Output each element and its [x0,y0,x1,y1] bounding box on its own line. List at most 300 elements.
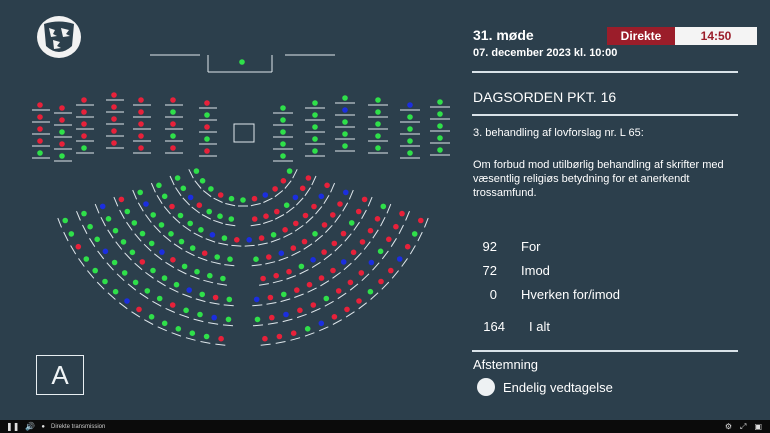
desk-line [325,301,334,306]
seat [281,292,287,298]
seat [59,117,65,123]
desk-line [279,257,288,260]
desk-line [95,204,99,213]
seat [102,279,108,285]
desk-line [64,232,68,241]
desk-line [286,207,294,213]
seat [341,259,347,265]
desk-line [245,245,255,246]
desk-line [144,320,153,325]
seat [351,250,357,256]
result-label: For [521,239,541,254]
desk-line [312,262,320,267]
desk-line [192,207,200,213]
result-label: Hverken for/imod [521,287,620,302]
desk-line [58,218,62,227]
desk-line [176,188,182,196]
result-value: 0 [489,287,497,302]
desk-line [208,323,218,325]
seat [262,336,268,342]
seat [369,260,375,266]
bill-description: Om forbud mod utilbørlig behandling af skrifter med væsentlig religiøs betydning for et anerkendt trossamfund. [473,159,724,199]
seat [229,196,235,202]
seat [137,190,143,196]
seat [375,145,381,151]
seat [100,204,106,210]
desk-line [211,262,221,264]
desk-line [402,258,408,266]
seat [170,302,176,308]
seat [437,147,443,153]
desk-line [251,224,261,226]
desk-line [283,233,292,238]
result-label: Imod [521,263,550,278]
seat [204,124,210,130]
seat [375,121,381,127]
desk-line [331,183,335,192]
seat [198,227,204,233]
seat [111,92,117,98]
desk-line [346,312,354,317]
seat [307,282,313,288]
voting-type-label: Endelig vedtagelse [503,379,613,395]
desk-line [201,342,211,344]
desk-line [77,211,81,220]
desk-line [354,222,360,230]
seat [271,232,277,238]
desk-line [231,245,241,246]
desk-line [391,238,396,246]
section-letter: A [36,355,84,395]
seat [280,141,286,147]
seat [362,197,368,203]
seat [405,244,411,250]
seat [94,237,100,243]
seat [199,292,205,298]
desk-line [399,225,404,234]
seat [226,317,232,323]
desk-line [145,215,151,223]
seat [37,150,43,156]
seat [37,102,43,108]
seat [277,334,283,340]
seat [303,213,309,219]
meeting-number: 31. møde [473,27,534,43]
seat [330,212,336,218]
desk-line [157,195,162,204]
desk-line [224,305,234,306]
seat [111,140,117,146]
desk-line [265,262,275,264]
seat [59,129,65,135]
desk-line [292,251,301,256]
seat [156,183,162,189]
desk-line [333,320,342,325]
player-controls [0,420,770,433]
seat [208,186,214,192]
pip-icon[interactable]: ▣ [754,422,762,431]
divider [472,350,738,352]
desk-line [108,230,114,238]
seat [143,201,149,207]
desk-line [410,246,415,255]
desk-line [294,294,303,298]
seat [113,289,119,295]
desk-line [263,220,273,223]
seat [280,153,286,159]
seat [319,275,325,281]
seat [136,307,142,313]
desk-line [217,284,227,286]
seat [255,317,261,323]
seat [183,308,189,314]
seat [59,141,65,147]
seat [319,194,325,200]
seat [321,249,327,255]
seat [437,111,443,117]
seat [407,126,413,132]
seat [113,228,119,234]
seat [336,288,342,294]
seat [291,330,297,336]
desk-line [293,169,298,178]
seat [81,145,87,151]
desk-line [210,303,220,305]
seat [218,336,224,342]
desk-line [425,218,429,227]
desk-line [252,305,262,306]
seat [81,211,87,217]
seat [312,136,318,142]
seat [150,212,156,218]
seat [322,222,328,228]
seat [273,273,279,279]
seat [181,186,187,192]
seat [138,121,144,127]
desk-line [71,246,76,255]
pause-icon[interactable]: ❚❚ [6,422,20,431]
desk-line [338,293,346,299]
divider [472,114,738,116]
desk-line [276,342,286,344]
seat [375,133,381,139]
seat [378,279,384,285]
seat [246,237,252,243]
seat [269,315,275,321]
seat [150,268,156,274]
volume-icon[interactable]: 🔊 [25,422,36,431]
seat [291,245,297,251]
seat [293,221,299,227]
seat [149,314,155,320]
seat [312,124,318,130]
desk-line [186,251,195,256]
seat [190,245,196,251]
seat [176,326,182,332]
seat [253,256,259,262]
seat [84,256,90,262]
seat [169,204,175,210]
desk-line [368,197,372,206]
seat [210,232,216,238]
seat [386,237,392,243]
desk-line [225,204,235,206]
desk-line [203,280,213,283]
seat [359,270,365,276]
seat [138,109,144,115]
seat [111,116,117,122]
seat [397,256,403,262]
seat [111,104,117,110]
seat [194,168,200,174]
seat [280,105,286,111]
seat [360,239,366,245]
desk-line [271,239,280,242]
fullscreen-icon[interactable]: ⤢ [740,421,747,431]
desk-line [223,325,233,326]
seat [194,269,200,275]
seat [437,135,443,141]
seat [407,102,413,108]
seat [204,148,210,154]
desk-line [79,258,85,266]
desk-line [406,211,410,220]
seat [356,209,362,215]
seat [378,249,384,255]
seat [283,312,289,318]
desk-line [251,204,261,206]
desk-line [224,265,234,266]
seat [159,249,165,255]
settings-icon[interactable]: ⚙ [724,422,733,431]
seat [37,126,43,132]
desk-line [194,233,203,238]
seat [124,298,130,304]
seat [252,216,258,222]
desk-line [140,293,148,299]
seat [213,295,219,301]
divider [472,71,738,73]
seat [259,235,265,241]
seat [412,231,418,237]
seat [312,231,318,237]
desk-line [268,323,278,325]
seat [162,194,168,200]
seat [279,250,285,256]
desk-line [132,312,140,317]
desk-line [190,276,199,280]
seat [344,307,350,313]
desk-line [114,197,118,206]
seat [138,133,144,139]
seat [140,259,146,265]
seat [204,334,210,340]
seat [388,268,394,274]
desk-line [324,195,329,204]
seat [312,112,318,118]
desk-line [305,333,314,336]
bill-reading: 3. behandling af lovforslag nr. L 65: [473,127,644,139]
seat [268,295,274,301]
seat [368,289,374,295]
desk-line [304,244,312,250]
seat [122,270,128,276]
seat [133,280,139,286]
desk-line [218,243,228,245]
desk-line [186,338,196,341]
desk-line [291,338,301,341]
desk-line [312,176,316,185]
seat [299,264,305,270]
desk-line [253,325,263,326]
seat [207,273,213,279]
desk-line [138,203,143,212]
voting-title: Afstemning [473,357,539,372]
seat [284,202,290,208]
seat [188,195,194,201]
seat [204,112,210,118]
seat [37,138,43,144]
desk-line [120,210,125,219]
seat [87,224,93,230]
seat [311,204,317,210]
seat [274,209,280,215]
seat [266,254,272,260]
seat [37,114,43,120]
seat [375,216,381,222]
desk-line [387,204,391,213]
desk-line [319,327,328,331]
seat [59,105,65,111]
seat [179,239,185,245]
desk-line [320,281,329,286]
seat [399,211,405,217]
seat [437,123,443,129]
desk-line [267,303,277,305]
seat [341,231,347,237]
seat [182,264,188,270]
seat [197,202,203,208]
seat [81,109,87,115]
desk-line [225,224,235,226]
speaker-podium [234,124,254,142]
desk-line [418,232,422,241]
desk-line [259,284,269,286]
seat [252,196,258,202]
seat [170,257,176,263]
seat [119,197,125,203]
desk-line [258,243,268,245]
seat [272,186,278,192]
seat [81,121,87,127]
desk-line [178,270,187,274]
seat [132,220,138,226]
seat [356,298,362,304]
desk-line [166,262,174,267]
seat [200,178,206,184]
seat [263,213,269,219]
desk-line [297,314,307,317]
desk-line [333,272,341,278]
seat [297,308,303,314]
seat [81,97,87,103]
clock: 14:50 [675,27,757,45]
seat [197,312,203,318]
seat [260,276,266,282]
seat [368,228,374,234]
seat [206,209,212,215]
desk-line [133,190,137,199]
seat [187,221,193,227]
meeting-date: 07. december 2023 kl. 10:00 [473,47,618,59]
seat [69,231,75,237]
desk-line [373,230,379,238]
desk-line [349,190,353,199]
seat [157,296,163,302]
seat [175,175,181,181]
seat [342,95,348,101]
seat [227,256,233,262]
desk-line [311,308,320,312]
seat [220,276,226,282]
desk-line [202,215,211,220]
seat [375,97,381,103]
seat [324,183,330,189]
seat [311,302,317,308]
desk-line [166,308,175,312]
seat [330,268,336,274]
result-label: I alt [529,319,550,334]
seat [229,216,235,222]
seat [149,241,155,247]
desk-line [152,301,161,306]
seat [214,254,220,260]
seat [145,288,151,294]
seat [240,197,246,203]
desk-line [362,210,367,219]
seat [332,241,338,247]
seat [282,227,288,233]
seat [138,145,144,151]
desk-line [335,215,341,223]
seat [217,213,223,219]
seat [170,145,176,151]
seat [234,237,240,243]
seat [222,235,228,241]
seat [332,314,338,320]
seat [286,269,292,275]
seat [170,109,176,115]
seat [202,250,208,256]
seat [407,114,413,120]
seat [162,275,168,281]
seat [106,216,112,222]
desk-line [151,183,155,192]
desk-line [182,294,191,298]
agenda-title: DAGSORDEN PKT. 16 [473,89,617,105]
seat [59,153,65,159]
live-dot-icon: ● [41,423,45,430]
seat [170,97,176,103]
seat [418,218,424,224]
seat [343,190,349,196]
desk-line [381,217,386,226]
coat-of-arms-icon [35,14,83,60]
seat [293,195,299,201]
desk-line [281,299,291,302]
result-value: 164 [483,319,505,334]
seat [112,260,118,266]
